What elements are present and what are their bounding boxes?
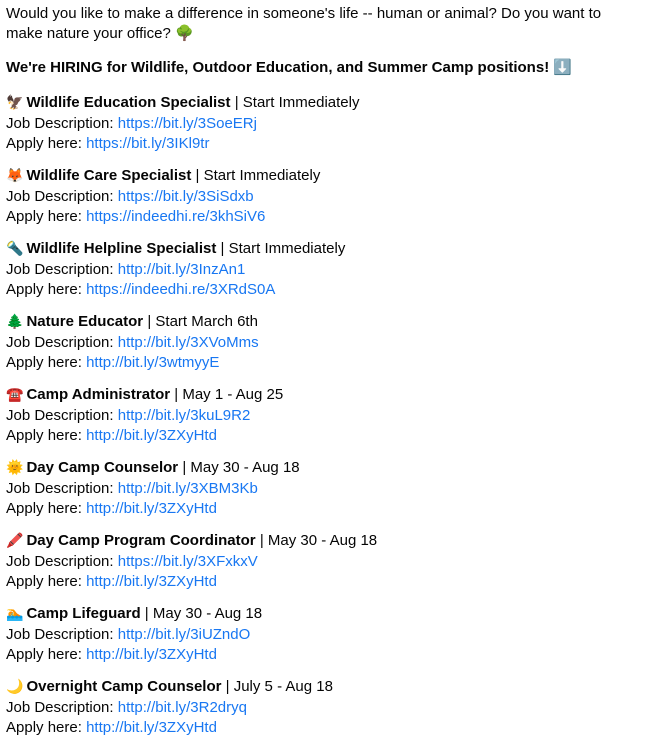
job-apply-line	[6, 134, 639, 154]
job-description-line	[6, 187, 639, 207]
job-title: Camp Lifeguard	[26, 605, 141, 622]
job-dates: Start Immediately	[203, 167, 321, 184]
job-description-link[interactable]: http://bit.ly/3kuL9R2	[117, 407, 251, 424]
job-title-line	[6, 384, 639, 405]
job-description-line	[6, 406, 639, 426]
job-description-line	[6, 114, 639, 134]
job-title: Day Camp Program Coordinator	[26, 532, 256, 549]
job-description-link[interactable]: http://bit.ly/3iUZndO	[117, 626, 251, 643]
job-title-line	[6, 603, 639, 624]
job-description-line	[6, 698, 639, 718]
job-description-label: Job Description:	[6, 699, 114, 716]
job-description-label: Job Description:	[6, 553, 114, 570]
job-dates: May 1 - Aug 25	[182, 386, 284, 403]
job-description-label: Job Description:	[6, 261, 114, 278]
job-apply-label: Apply here:	[6, 500, 82, 517]
job-description-line	[6, 625, 639, 645]
job-apply-link[interactable]: http://bit.ly/3ZXyHtd	[86, 427, 217, 444]
job-description-link[interactable]: http://bit.ly/3XBM3Kb	[117, 480, 258, 497]
hiring-headline	[6, 58, 639, 78]
job-apply-link[interactable]: http://bit.ly/3ZXyHtd	[86, 573, 217, 590]
job-separator: |	[144, 605, 149, 622]
swimmer-icon: 🏊	[6, 605, 24, 621]
job-apply-line	[6, 499, 639, 519]
job-title-line	[6, 457, 639, 478]
job-description-label: Job Description:	[6, 334, 114, 351]
job-apply-line	[6, 572, 639, 592]
job-title-line	[6, 676, 639, 697]
job-apply-label: Apply here:	[6, 208, 82, 225]
job-entry	[6, 530, 639, 592]
sun-icon: 🌞	[6, 459, 24, 475]
job-list	[6, 92, 639, 738]
job-description-label: Job Description:	[6, 188, 114, 205]
job-title-line	[6, 530, 639, 551]
fox-icon: 🦊	[6, 167, 24, 183]
job-entry	[6, 311, 639, 373]
job-apply-label: Apply here:	[6, 281, 82, 298]
job-separator: |	[182, 459, 187, 476]
job-apply-line	[6, 645, 639, 665]
job-apply-link[interactable]: https://indeedhi.re/3XRdS0A	[86, 281, 276, 298]
bird-icon: 🦅	[6, 94, 24, 110]
job-entry	[6, 676, 639, 738]
job-entry	[6, 238, 639, 300]
job-description-label: Job Description:	[6, 480, 114, 497]
job-dates: May 30 - Aug 18	[267, 532, 378, 549]
down-arrow-icon: ⬇️	[553, 59, 573, 76]
job-description-link[interactable]: https://bit.ly/3SiSdxb	[117, 188, 254, 205]
job-entry	[6, 603, 639, 665]
job-separator: |	[220, 240, 225, 257]
job-dates: Start March 6th	[155, 313, 258, 330]
job-description-label: Job Description:	[6, 407, 114, 424]
job-separator: |	[259, 532, 264, 549]
job-apply-label: Apply here:	[6, 719, 82, 736]
job-dates: May 30 - Aug 18	[190, 459, 300, 476]
job-dates: May 30 - Aug 18	[152, 605, 263, 622]
job-apply-line	[6, 280, 639, 300]
job-entry	[6, 384, 639, 446]
job-apply-label: Apply here:	[6, 646, 82, 663]
job-entry	[6, 92, 639, 154]
job-apply-link[interactable]: http://bit.ly/3ZXyHtd	[86, 646, 217, 663]
job-description-link[interactable]: http://bit.ly/3InzAn1	[117, 261, 246, 278]
crescent-moon-icon: 🌙	[6, 678, 24, 694]
job-apply-link[interactable]: https://bit.ly/3IKl9tr	[86, 135, 210, 152]
job-dates: Start Immediately	[228, 240, 346, 257]
job-description-link[interactable]: http://bit.ly/3XVoMms	[117, 334, 259, 351]
job-title: Wildlife Helpline Specialist	[26, 240, 217, 257]
job-entry	[6, 457, 639, 519]
job-description-line	[6, 479, 639, 499]
job-description-label: Job Description:	[6, 115, 114, 132]
job-title-line	[6, 165, 639, 186]
telephone-icon: ☎️	[6, 386, 24, 402]
job-entry	[6, 165, 639, 227]
job-apply-label: Apply here:	[6, 427, 82, 444]
job-title: Day Camp Counselor	[26, 459, 179, 476]
job-apply-line	[6, 426, 639, 446]
job-title-line	[6, 238, 639, 259]
job-description-link[interactable]: https://bit.ly/3SoeERj	[117, 115, 257, 132]
evergreen-tree-icon: 🌲	[6, 313, 24, 329]
job-title: Overnight Camp Counselor	[26, 678, 222, 695]
job-dates: Start Immediately	[242, 94, 360, 111]
job-separator: |	[234, 94, 239, 111]
job-apply-link[interactable]: http://bit.ly/3wtmyyE	[86, 354, 220, 371]
job-apply-line	[6, 353, 639, 373]
job-description-link[interactable]: https://bit.ly/3XFxkxV	[117, 553, 258, 570]
job-separator: |	[225, 678, 230, 695]
job-apply-link[interactable]: https://indeedhi.re/3khSiV6	[86, 208, 266, 225]
job-apply-link[interactable]: http://bit.ly/3ZXyHtd	[86, 500, 217, 517]
job-title: Wildlife Care Specialist	[26, 167, 192, 184]
job-title: Wildlife Education Specialist	[26, 94, 231, 111]
job-apply-line	[6, 718, 639, 738]
job-description-label: Job Description:	[6, 626, 114, 643]
job-separator: |	[174, 386, 179, 403]
job-apply-line	[6, 207, 639, 227]
job-description-line	[6, 552, 639, 572]
job-apply-link[interactable]: http://bit.ly/3ZXyHtd	[86, 719, 217, 736]
job-title: Camp Administrator	[26, 386, 171, 403]
job-apply-label: Apply here:	[6, 573, 82, 590]
hiring-headline-text: We're HIRING for Wildlife, Outdoor Education, and Summer Camp positions!	[6, 59, 550, 76]
job-apply-label: Apply here:	[6, 354, 82, 371]
job-description-link[interactable]: http://bit.ly/3R2dryq	[117, 699, 247, 716]
job-title: Nature Educator	[26, 313, 144, 330]
job-description-line	[6, 260, 639, 280]
job-title-line	[6, 311, 639, 332]
intro-paragraph: Would you like to make a difference in someone's life -- human or animal? Do you want to make nature your office? 🌳	[6, 5, 602, 42]
job-separator: |	[195, 167, 200, 184]
job-title-line	[6, 92, 639, 113]
job-description-line	[6, 333, 639, 353]
job-dates: July 5 - Aug 18	[233, 678, 333, 695]
job-apply-label: Apply here:	[6, 135, 82, 152]
job-separator: |	[147, 313, 152, 330]
flashlight-icon: 🔦	[6, 240, 24, 256]
crayon-icon: 🖍️	[6, 532, 24, 548]
